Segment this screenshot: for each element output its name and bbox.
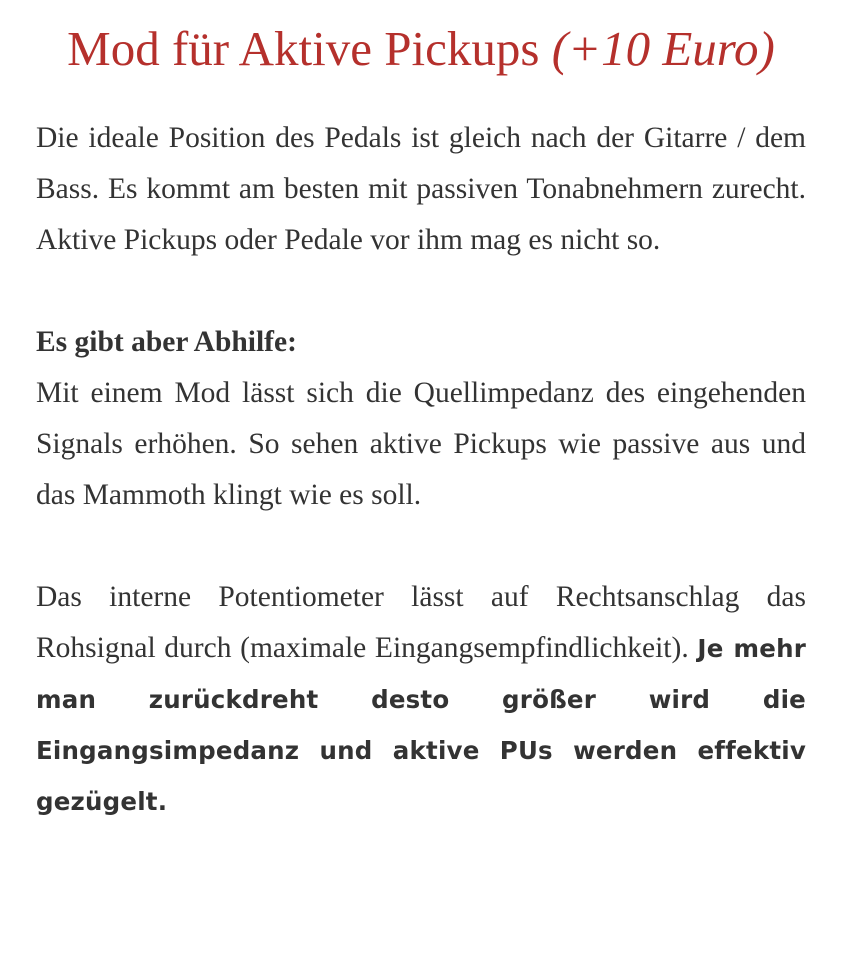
paragraph-remedy	[36, 317, 806, 521]
paragraph-spacer	[36, 266, 806, 317]
title-price: (+10 Euro)	[551, 21, 775, 76]
remedy-heading: Es gibt aber Abhilfe:	[36, 326, 297, 358]
page-title	[36, 18, 806, 80]
potentiometer-bold-note: Je mehr man zurückdreht desto größer wird die Eingangsimpedanz und aktive PUs werden effektiv gezügelt.	[36, 634, 806, 816]
document-page	[36, 18, 806, 827]
potentiometer-text: Das interne Potentiometer lässt auf Rechtsanschlag das Rohsignal durch (maximale Eingangsempfindlichkeit).	[36, 581, 806, 664]
paragraph-spacer	[36, 521, 806, 572]
remedy-text: Mit einem Mod lässt sich die Quellimpedanz des eingehenden Signals erhöhen. So sehen aktive Pickups wie passive aus und das Mammoth klingt wie es soll.	[36, 377, 806, 511]
paragraph-potentiometer	[36, 572, 806, 827]
paragraph-position: Die ideale Position des Pedals ist gleich nach der Gitarre / dem Bass. Es kommt am besten mit passiven Tonabnehmern zurecht. Aktive Pickups oder Pedale vor ihm mag es nicht so.	[36, 122, 806, 256]
title-main: Mod für Aktive Pickups	[67, 21, 552, 76]
